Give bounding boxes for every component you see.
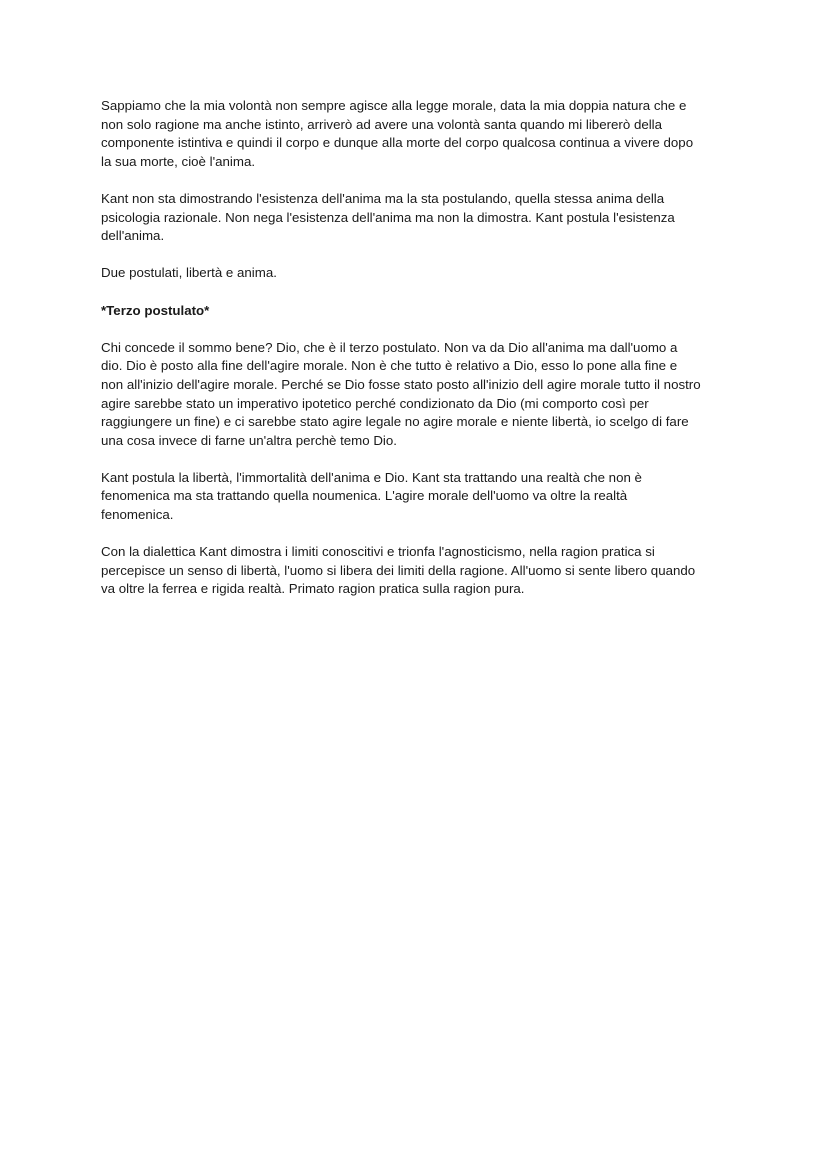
- paragraph-volonta-santa: Sappiamo che la mia volontà non sempre agisce alla legge morale, data la mia doppia natura che e non solo ragione ma anche istinto, arriverò ad avere una volontà santa quando mi libererò della componente istintiva e quindi il corpo e dunque alla morte del corpo qualcosa continua a vivere dopo la sua morte, cioè l'anima.: [101, 98, 694, 169]
- paragraph-primato-ragion-pratica: Con la dialettica Kant dimostra i limiti conoscitivi e trionfa l'agnosticismo, nella ragion pratica si percepisce un senso di libertà, l'uomo si libera dei limiti della ragione. All'uomo si sente libero quando va oltre la ferrea e rigida realtà. Primato ragion pratica sulla ragion pura.: [101, 544, 696, 597]
- paragraph-postulato-anima: Kant non sta dimostrando l'esistenza dell'anima ma la sta postulando, quella stessa anima della psicologia razionale. Non nega l'esistenza dell'anima ma non la dimostra. Kant postula l'esistenza dell'anima.: [101, 190, 675, 244]
- paragraph-sommo-bene: Chi concede il sommo bene? Dio, che è il terzo postulato. Non va da Dio all'anima ma dall'uomo a dio. Dio è posto alla fine dell'agire morale. Non è che tutto è relativo a Dio, esso lo pone alla fine e non all'inizio dell'agire morale. Perché se Dio fosse stato posto all'inizio dell agire morale tutto il nostro agire sarebbe stato un imperativo ipotetico perché condizionato da Dio (mi comporto così per raggiungere un fine) e ci sarebbe stato agire legale no agire morale e niente libertà, io scelgo di fare una cosa invece di farne un'altra perchè temo Dio.: [101, 339, 701, 448]
- section-heading-terzo-postulato: *Terzo postulato*: [101, 302, 210, 318]
- paragraph-realta-noumenica: Kant postula la libertà, l'immortalità dell'anima e Dio. Kant sta trattando una realtà che non è fenomenica ma sta trattando quella noumenica. L'agire morale dell'uomo va oltre la realtà fenomenica.: [101, 469, 642, 523]
- paragraph-due-postulati: Due postulati, libertà e anima.: [101, 265, 277, 281]
- document-body: [101, 97, 731, 618]
